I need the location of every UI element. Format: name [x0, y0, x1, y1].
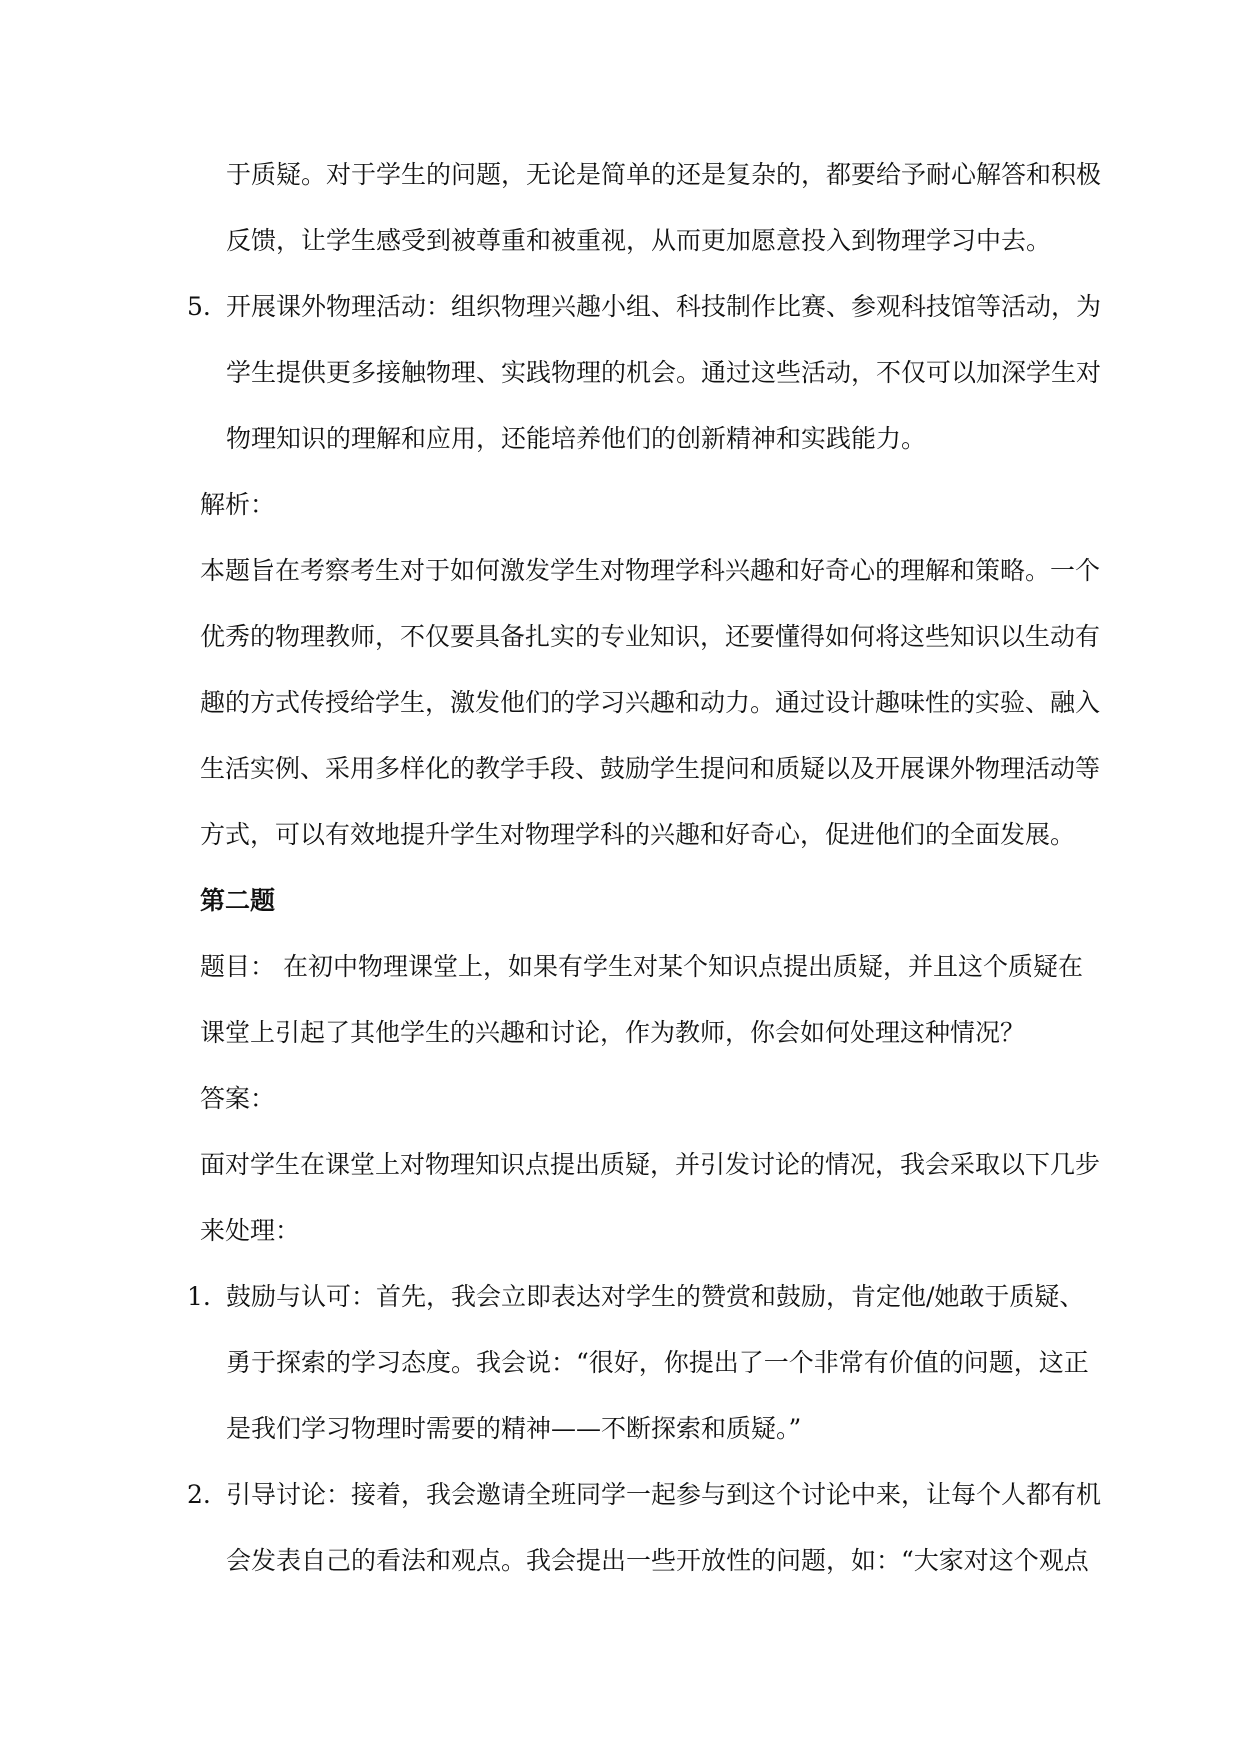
item5-line3: 物理知识的理解和应用，还能培养他们的创新精神和实践能力。	[226, 424, 927, 453]
answer-item2-number: 2.	[187, 1480, 211, 1509]
analysis-line5: 方式，可以有效地提升学生对物理学科的兴趣和好奇心，促进他们的全面发展。	[200, 820, 1076, 849]
analysis-line3: 趣的方式传授给学生，激发他们的学习兴趣和动力。通过设计趣味性的实验、融入	[200, 688, 1101, 717]
question-line2: 课堂上引起了其他学生的兴趣和讨论，作为教师，你会如何处理这种情况？	[200, 1018, 1026, 1047]
item5-text1: 开展课外物理活动：组织物理兴趣小组、科技制作比赛、参观科技馆等活动，为	[226, 292, 1102, 321]
analysis-line2: 优秀的物理教师，不仅要具备扎实的专业知识，还要懂得如何将这些知识以生动有	[200, 622, 1101, 651]
item5-number: 5.	[187, 292, 211, 321]
answer-intro-line2: 来处理：	[200, 1216, 301, 1245]
item4-cont-line1: 于质疑。对于学生的问题，无论是简单的还是复杂的，都要给予耐心解答和积极	[226, 160, 1102, 189]
analysis-label: 解析：	[200, 490, 276, 519]
answer-item1-line1	[187, 1264, 1085, 1330]
answer-item1-text1: 鼓励与认可：首先，我会立即表达对学生的赞赏和鼓励，肯定他/她敢于质疑、	[226, 1282, 1085, 1311]
question-line1: 题目： 在初中物理课堂上，如果有学生对某个知识点提出质疑，并且这个质疑在	[200, 952, 1083, 981]
answer-item2-line2: 会发表自己的看法和观点。我会提出一些开放性的问题，如：“大家对这个观点	[226, 1546, 1089, 1575]
answer-item2-line1	[187, 1462, 1102, 1528]
answer-intro-line1: 面对学生在课堂上对物理知识点提出质疑，并引发讨论的情况，我会采取以下几步	[200, 1150, 1101, 1179]
answer-item1-line2: 勇于探索的学习态度。我会说：“很好，你提出了一个非常有价值的问题，这正	[226, 1348, 1089, 1377]
item5-line2: 学生提供更多接触物理、实践物理的机会。通过这些活动，不仅可以加深学生对	[226, 358, 1102, 387]
answer-label: 答案：	[200, 1084, 276, 1113]
analysis-line4: 生活实例、采用多样化的教学手段、鼓励学生提问和质疑以及开展课外物理活动等	[200, 754, 1101, 783]
analysis-line1: 本题旨在考察考生对于如何激发学生对物理学科兴趣和好奇心的理解和策略。一个	[200, 556, 1101, 585]
item5-line1	[187, 274, 1102, 340]
answer-item1-number: 1.	[187, 1282, 211, 1311]
answer-item1-line3: 是我们学习物理时需要的精神——不断探索和质疑。”	[226, 1414, 802, 1443]
item4-cont-line2: 反馈，让学生感受到被尊重和被重视，从而更加愿意投入到物理学习中去。	[226, 226, 1052, 255]
section-heading: 第二题	[200, 886, 276, 915]
answer-item2-text1: 引导讨论：接着，我会邀请全班同学一起参与到这个讨论中来，让每个人都有机	[226, 1480, 1102, 1509]
